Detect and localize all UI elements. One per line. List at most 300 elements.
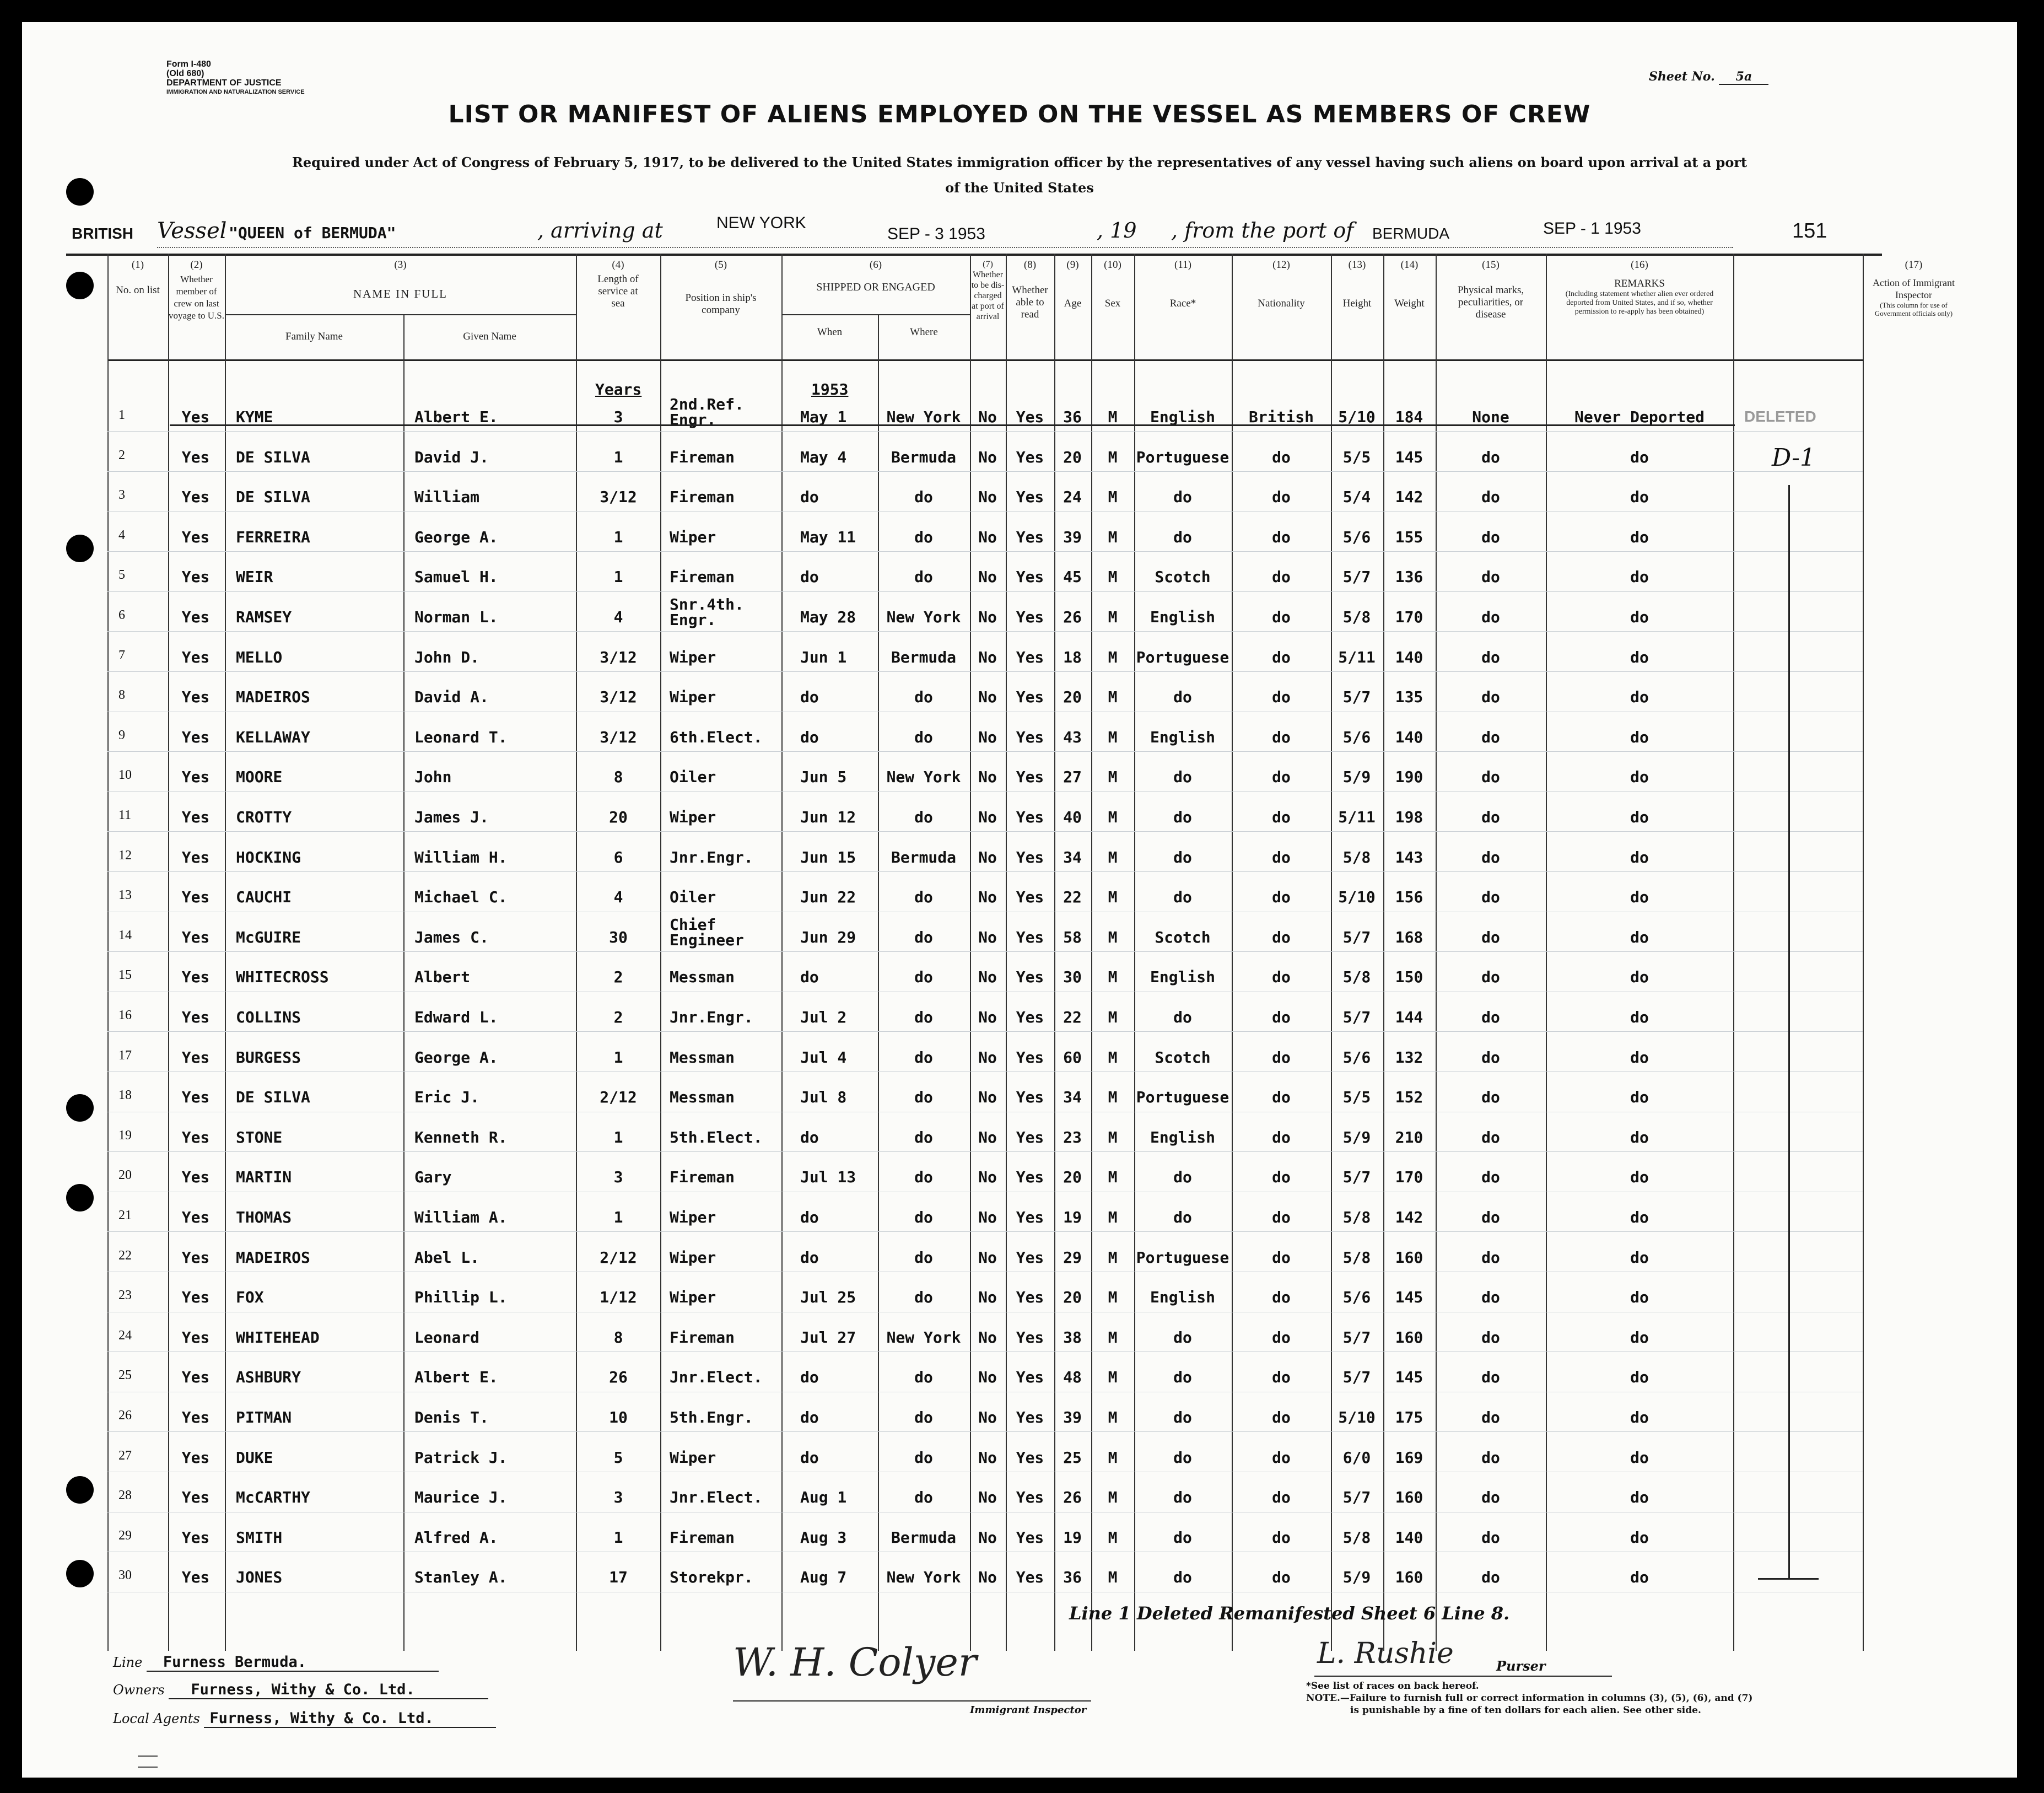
cell-weight: 168: [1395, 928, 1423, 946]
cell-given-name: William: [414, 488, 480, 507]
cell-nationality: do: [1272, 1488, 1291, 1507]
cell-able-to-read: Yes: [1016, 608, 1044, 626]
cell-able-to-read: Yes: [1016, 888, 1044, 907]
cell-given-name: Albert E.: [414, 408, 498, 426]
cell-given-name: Norman L.: [414, 608, 498, 626]
cell-shipped-when: do: [800, 1128, 819, 1146]
header-col-6: [781, 259, 970, 293]
cell-nationality: do: [1272, 928, 1291, 946]
header-col-6-number: (6): [869, 259, 882, 271]
cell-shipped-where: Bermuda: [891, 448, 957, 466]
cell-discharged: No: [978, 1528, 997, 1547]
cell-age: 39: [1063, 1408, 1082, 1426]
footer-line: [113, 1654, 439, 1672]
cell-position: Wiper: [670, 688, 716, 707]
cell-previous-voyage: Yes: [181, 1088, 210, 1107]
year-label: , 19: [1097, 218, 1137, 243]
cell-weight: 143: [1395, 848, 1423, 866]
header-col-8: [1006, 259, 1054, 321]
cell-shipped-when: Jun 22: [800, 888, 856, 907]
cell-able-to-read: Yes: [1016, 527, 1044, 546]
cell-height: 6/0: [1342, 1448, 1371, 1467]
row-number: 14: [118, 928, 132, 943]
cell-family-name: WEIR: [236, 568, 273, 586]
subtitle-line-2: of the United States: [945, 180, 1094, 196]
cell-shipped-where: New York: [886, 408, 961, 426]
column-rule: [970, 254, 971, 1651]
cell-shipped-when: do: [800, 1208, 819, 1226]
cell-sex: M: [1108, 1208, 1118, 1226]
cell-age: 29: [1063, 1248, 1082, 1267]
cell-length-of-service: 4: [613, 888, 623, 907]
cell-height: 5/8: [1342, 1248, 1371, 1267]
cell-shipped-when: Jun 5: [800, 768, 847, 787]
cell-nationality: do: [1272, 1128, 1291, 1146]
header-col-14-label: Weight: [1394, 298, 1425, 309]
column-rule: [168, 254, 169, 1651]
cell-able-to-read: Yes: [1016, 1368, 1044, 1387]
column-rule: [1546, 254, 1547, 1651]
cell-discharged: No: [978, 1368, 997, 1387]
cell-height: 5/4: [1342, 488, 1371, 507]
cell-given-name: Albert E.: [414, 1368, 498, 1387]
column-rule: [576, 254, 577, 1651]
cell-nationality: do: [1272, 1448, 1291, 1467]
cell-remarks: do: [1630, 1208, 1649, 1226]
cell-family-name: ASHBURY: [236, 1368, 301, 1387]
cell-discharged: No: [978, 488, 997, 507]
printer-mark: [138, 1756, 158, 1768]
cell-discharged: No: [978, 728, 997, 746]
cell-physical-marks: do: [1481, 848, 1500, 866]
cell-length-of-service: 1: [613, 1048, 623, 1067]
cell-position: Messman: [670, 1088, 735, 1107]
cell-position: Jnr.Elect.: [670, 1368, 763, 1387]
purser-label: Purser: [1496, 1658, 1546, 1674]
cell-length-of-service: 1: [613, 527, 623, 546]
row-number: 22: [118, 1248, 132, 1263]
cell-position: Messman: [670, 968, 735, 987]
cell-length-of-service: 3/12: [600, 488, 637, 507]
header-col-17-number: (17): [1905, 259, 1923, 271]
header-col-10: [1091, 259, 1134, 310]
cell-able-to-read: Yes: [1016, 1568, 1044, 1587]
cell-family-name: MADEIROS: [236, 688, 310, 707]
cell-sex: M: [1108, 928, 1118, 946]
cell-able-to-read: Yes: [1016, 1448, 1044, 1467]
header-given-name: Given Name: [463, 331, 516, 342]
header-col-14-number: (14): [1400, 259, 1419, 271]
cell-sex: M: [1108, 1088, 1118, 1107]
cell-position: Jnr.Elect.: [670, 1488, 763, 1507]
header-col-2-number: (2): [190, 259, 203, 271]
cell-height: 5/11: [1338, 648, 1376, 666]
cell-shipped-when: Jul 27: [800, 1328, 856, 1347]
cell-height: 5/5: [1342, 1088, 1371, 1107]
cell-previous-voyage: Yes: [181, 1048, 210, 1067]
column-rule: [1436, 254, 1437, 1651]
cell-previous-voyage: Yes: [181, 888, 210, 907]
cell-age: 34: [1063, 848, 1082, 866]
cell-previous-voyage: Yes: [181, 448, 210, 466]
cell-position: Fireman: [670, 448, 735, 466]
cell-shipped-when: Jun 15: [800, 848, 856, 866]
cell-shipped-when: Jul 2: [800, 1008, 847, 1026]
cell-family-name: DE SILVA: [236, 488, 310, 507]
cell-family-name: MARTIN: [236, 1168, 292, 1187]
row-number: 2: [118, 448, 125, 462]
cell-age: 19: [1063, 1528, 1082, 1547]
header-col-10-number: (10): [1104, 259, 1121, 271]
header-shipped-where: Where: [910, 326, 938, 338]
cell-length-of-service: 3: [613, 408, 623, 426]
cell-length-of-service: 30: [609, 928, 628, 946]
cell-shipped-when: Jul 4: [800, 1048, 847, 1067]
cell-physical-marks: do: [1481, 608, 1500, 626]
cell-shipped-when: do: [800, 968, 819, 987]
row-number: 11: [118, 808, 132, 822]
cell-previous-voyage: Yes: [181, 527, 210, 546]
cell-shipped-when: do: [800, 1368, 819, 1387]
cell-shipped-when: May 1: [800, 408, 847, 426]
cell-length-of-service: 1: [613, 1128, 623, 1146]
cell-physical-marks: do: [1481, 1128, 1500, 1146]
cell-weight: 145: [1395, 1288, 1423, 1307]
cell-discharged: No: [978, 848, 997, 866]
cell-position: Messman: [670, 1048, 735, 1067]
cell-shipped-where: do: [914, 1288, 933, 1307]
header-shipped-when: When: [817, 326, 843, 338]
header-col-2: [168, 259, 225, 322]
cell-nationality: do: [1272, 768, 1291, 787]
cell-age: 20: [1063, 1168, 1082, 1187]
cell-family-name: COLLINS: [236, 1008, 301, 1026]
cell-previous-voyage: Yes: [181, 1288, 210, 1307]
cell-remarks: do: [1630, 688, 1649, 707]
cell-given-name: William H.: [414, 848, 508, 866]
footnote-penalty-1: NOTE.—Failure to furnish full or correct information in columns (3), (5), (6), and (7): [1306, 1693, 1753, 1704]
cell-age: 48: [1063, 1368, 1082, 1387]
cell-length-of-service: 2/12: [600, 1088, 637, 1107]
cell-given-name: John D.: [414, 648, 480, 666]
row-number: 15: [118, 968, 132, 983]
row-rule: [107, 471, 1863, 472]
cell-discharged: No: [978, 1448, 997, 1467]
cell-weight: 155: [1395, 527, 1423, 546]
row-number: 30: [118, 1568, 132, 1583]
cell-physical-marks: do: [1481, 808, 1500, 826]
row-rule: [107, 831, 1863, 832]
cell-family-name: DE SILVA: [236, 448, 310, 466]
cell-shipped-where: do: [914, 808, 933, 826]
cell-nationality: do: [1272, 1288, 1291, 1307]
cell-discharged: No: [978, 648, 997, 666]
cell-shipped-when: Aug 1: [800, 1488, 847, 1507]
column-rule: [225, 254, 226, 1651]
cell-shipped-where: do: [914, 888, 933, 907]
cell-nationality: do: [1272, 1248, 1291, 1267]
vessel-label: Vessel: [157, 218, 227, 244]
cell-age: 19: [1063, 1208, 1082, 1226]
cell-nationality: do: [1272, 1408, 1291, 1426]
manifest-sheet: [22, 22, 2017, 1778]
cell-discharged: No: [978, 1328, 997, 1347]
cell-given-name: William A.: [414, 1208, 508, 1226]
inspector-signature: W. H. Colyer: [733, 1640, 977, 1685]
header-col-7: [970, 259, 1006, 322]
cell-shipped-when: Jun 1: [800, 648, 847, 666]
cell-remarks: do: [1630, 608, 1649, 626]
cell-physical-marks: do: [1481, 1568, 1500, 1587]
cell-length-of-service: 3: [613, 1488, 623, 1507]
cell-remarks: do: [1630, 1488, 1649, 1507]
cell-family-name: DUKE: [236, 1448, 273, 1467]
cell-previous-voyage: Yes: [181, 648, 210, 666]
cell-race: Portuguese: [1136, 1248, 1229, 1267]
cell-discharged: No: [978, 1288, 997, 1307]
cell-length-of-service: 3/12: [600, 688, 637, 707]
cell-age: 20: [1063, 688, 1082, 707]
cell-able-to-read: Yes: [1016, 1128, 1044, 1146]
header-col-9-number: (9): [1066, 259, 1079, 271]
cell-given-name: David A.: [414, 688, 489, 707]
cell-position: Snr.4th. Engr.: [670, 595, 744, 629]
header-col-13: [1331, 259, 1383, 310]
row-number: 10: [118, 768, 132, 783]
cell-weight: 140: [1395, 648, 1423, 666]
cell-weight: 210: [1395, 1128, 1423, 1146]
footnote-penalty-2: is punishable by a fine of ten dollars for each alien. See other side.: [1350, 1705, 1701, 1716]
cell-shipped-when: May 28: [800, 608, 856, 626]
cell-given-name: Michael C.: [414, 888, 508, 907]
cell-weight: 156: [1395, 888, 1423, 907]
cell-race: do: [1173, 1368, 1192, 1387]
cell-sex: M: [1108, 768, 1118, 787]
cell-shipped-when: Jun 12: [800, 808, 856, 826]
cell-previous-voyage: Yes: [181, 608, 210, 626]
cell-nationality: do: [1272, 688, 1291, 707]
cell-discharged: No: [978, 1568, 997, 1587]
cell-physical-marks: do: [1481, 1288, 1500, 1307]
cell-weight: 184: [1395, 408, 1423, 426]
cell-given-name: Leonard: [414, 1328, 480, 1347]
column-rule: [781, 254, 783, 1651]
cell-age: 27: [1063, 768, 1082, 787]
cell-previous-voyage: Yes: [181, 688, 210, 707]
column-rule: [107, 254, 109, 1651]
header-col-2-label: Whether member of crew on last voyage to U.S.: [168, 274, 225, 321]
cell-given-name: Stanley A.: [414, 1568, 508, 1587]
cell-height: 5/7: [1342, 928, 1371, 946]
cell-height: 5/8: [1342, 848, 1371, 866]
cell-length-of-service: 3: [613, 1168, 623, 1187]
cell-nationality: do: [1272, 527, 1291, 546]
cell-remarks: do: [1630, 968, 1649, 987]
cell-age: 23: [1063, 1128, 1082, 1146]
cell-weight: 132: [1395, 1048, 1423, 1067]
cell-position: Wiper: [670, 1208, 716, 1226]
cell-position: Chief Engineer: [670, 915, 744, 949]
column-rule: [403, 314, 405, 1651]
cell-shipped-where: do: [914, 688, 933, 707]
cell-given-name: Alfred A.: [414, 1528, 498, 1547]
cell-height: 5/8: [1342, 968, 1371, 987]
from-port: BERMUDA: [1372, 225, 1450, 242]
cell-nationality: do: [1272, 1528, 1291, 1547]
row-number: 17: [118, 1048, 132, 1063]
cell-physical-marks: do: [1481, 1008, 1500, 1026]
row-rule: [107, 551, 1863, 552]
cell-previous-voyage: Yes: [181, 1408, 210, 1426]
cell-age: 45: [1063, 568, 1082, 586]
header-col-7-number: (7): [983, 260, 993, 269]
cell-sex: M: [1108, 848, 1118, 866]
cell-position: 5th.Engr.: [670, 1408, 753, 1426]
header-col-17: [1863, 259, 1965, 317]
column-rule: [1331, 254, 1332, 1651]
row-number: 18: [118, 1088, 132, 1103]
cell-given-name: James C.: [414, 928, 489, 946]
vessel-line-underline: [157, 247, 1733, 248]
cell-family-name: KELLAWAY: [236, 728, 310, 746]
column-rule: [1006, 254, 1007, 1651]
cell-nationality: do: [1272, 568, 1291, 586]
cell-able-to-read: Yes: [1016, 1528, 1044, 1547]
cell-age: 26: [1063, 608, 1082, 626]
cell-age: 38: [1063, 1328, 1082, 1347]
cell-length-of-service: 1: [613, 1528, 623, 1547]
cell-race: do: [1173, 1568, 1192, 1587]
header-col-4-label: Length of service at sea: [597, 273, 639, 309]
punch-hole: [66, 1560, 94, 1587]
cell-remarks: do: [1630, 488, 1649, 507]
cell-race: do: [1173, 768, 1192, 787]
cell-previous-voyage: Yes: [181, 768, 210, 787]
cell-discharged: No: [978, 1048, 997, 1067]
cell-length-of-service: 20: [609, 808, 628, 826]
cell-position: 6th.Elect.: [670, 728, 763, 746]
cell-sex: M: [1108, 527, 1118, 546]
inspector-bracket-end: [1758, 1578, 1819, 1580]
cell-able-to-read: Yes: [1016, 1408, 1044, 1426]
cell-nationality: do: [1272, 1088, 1291, 1107]
cell-family-name: McGUIRE: [236, 928, 301, 946]
cell-family-name: BURGESS: [236, 1048, 301, 1067]
header-col-4-number: (4): [612, 259, 624, 271]
cell-shipped-where: do: [914, 488, 933, 507]
cell-age: 58: [1063, 928, 1082, 946]
cell-length-of-service: 1: [613, 1208, 623, 1226]
cell-position: Fireman: [670, 1528, 735, 1547]
row-number: 8: [118, 688, 125, 703]
cell-sex: M: [1108, 1488, 1118, 1507]
row-number: 25: [118, 1368, 132, 1383]
cell-family-name: HOCKING: [236, 848, 301, 866]
cell-previous-voyage: Yes: [181, 1448, 210, 1467]
cell-remarks: do: [1630, 648, 1649, 666]
cell-discharged: No: [978, 928, 997, 946]
cell-height: 5/6: [1342, 728, 1371, 746]
cell-shipped-where: Bermuda: [891, 848, 957, 866]
cell-weight: 190: [1395, 768, 1423, 787]
row-rule: [107, 791, 1863, 792]
cell-shipped-where: do: [914, 1168, 933, 1187]
cell-race: do: [1173, 688, 1192, 707]
purser-signature-line: [1314, 1676, 1612, 1677]
cell-previous-voyage: Yes: [181, 968, 210, 987]
cell-length-of-service: 6: [613, 848, 623, 866]
cell-weight: 145: [1395, 1368, 1423, 1387]
cell-weight: 170: [1395, 608, 1423, 626]
cell-height: 5/9: [1342, 1128, 1371, 1146]
cell-shipped-where: do: [914, 928, 933, 946]
row-rule: [107, 951, 1863, 952]
cell-family-name: McCARTHY: [236, 1488, 310, 1507]
header-col-11: [1134, 259, 1232, 310]
header-col-15-number: (15): [1482, 259, 1500, 271]
header-col-17-label: Action of Immigrant Inspector: [1873, 277, 1955, 300]
header-col-12: [1232, 259, 1331, 310]
cell-given-name: Edward L.: [414, 1008, 498, 1026]
cell-shipped-where: Bermuda: [891, 648, 957, 666]
cell-height: 5/7: [1342, 1008, 1371, 1026]
cell-race: do: [1173, 1208, 1192, 1226]
cell-position: Oiler: [670, 888, 716, 907]
header-col-16-label: REMARKS: [1614, 278, 1665, 289]
footnote: [1306, 1680, 1752, 1716]
row-rule: [107, 511, 1863, 512]
cell-family-name: DE SILVA: [236, 1088, 310, 1107]
cell-age: 22: [1063, 1008, 1082, 1026]
row-number: 6: [118, 608, 125, 622]
cell-remarks: do: [1630, 1288, 1649, 1307]
cell-discharged: No: [978, 1088, 997, 1107]
vessel-flag: BRITISH: [72, 225, 133, 242]
header-col-11-label: Race*: [1169, 298, 1196, 309]
header-col-9: [1054, 259, 1091, 310]
header-col-15-label: Physical marks, peculiarities, or disease: [1457, 284, 1524, 320]
cell-position: Wiper: [670, 1448, 716, 1467]
cell-able-to-read: Yes: [1016, 808, 1044, 826]
row-number: 24: [118, 1328, 132, 1343]
row-rule: [107, 631, 1863, 632]
cell-previous-voyage: Yes: [181, 1328, 210, 1347]
cell-shipped-when: do: [800, 1408, 819, 1426]
header-col-15: [1436, 259, 1546, 321]
cell-shipped-where: New York: [886, 608, 961, 626]
cell-family-name: WHITEHEAD: [236, 1328, 320, 1347]
cell-length-of-service: 1: [613, 568, 623, 586]
cell-position: Storekpr.: [670, 1568, 753, 1587]
cell-able-to-read: Yes: [1016, 1088, 1044, 1107]
cell-nationality: do: [1272, 1168, 1291, 1187]
row-number: 28: [118, 1488, 132, 1503]
cell-able-to-read: Yes: [1016, 848, 1044, 866]
cell-weight: 136: [1395, 568, 1423, 586]
cell-physical-marks: do: [1481, 527, 1500, 546]
cell-age: 60: [1063, 1048, 1082, 1067]
row-number: 21: [118, 1208, 132, 1223]
header-col-16-number: (16): [1631, 259, 1648, 271]
cell-previous-voyage: Yes: [181, 1568, 210, 1587]
form-number: Form I-480: [166, 60, 211, 69]
cell-age: 43: [1063, 728, 1082, 746]
cell-shipped-when: do: [800, 728, 819, 746]
footer-agents: [113, 1710, 496, 1728]
cell-height: 5/8: [1342, 1208, 1371, 1226]
footer-agents-value: Furness, Withy & Co. Ltd.: [204, 1710, 496, 1728]
row-number: 29: [118, 1528, 132, 1543]
